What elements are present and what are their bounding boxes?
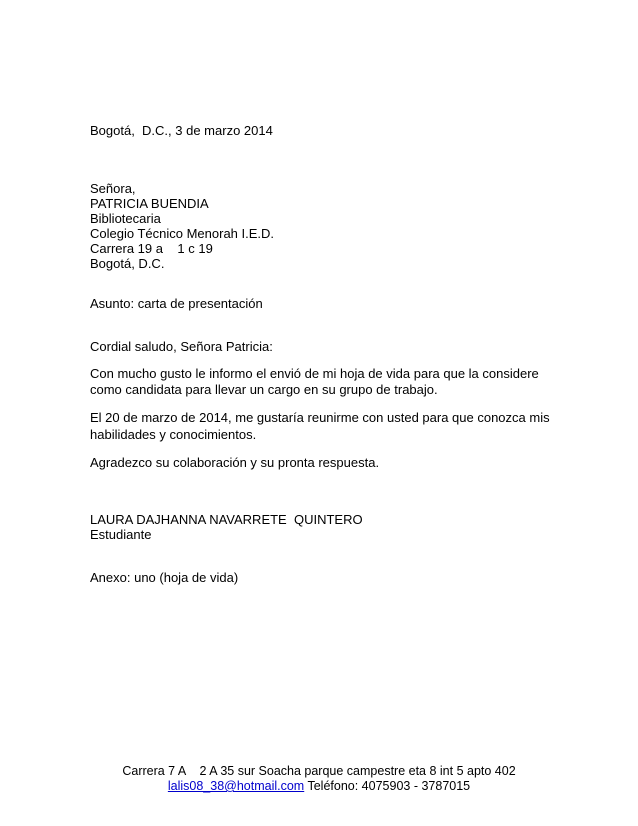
signature-title: Estudiante [90,527,152,542]
recipient-salutation: Señora, [90,181,136,196]
recipient-institution: Colegio Técnico Menorah I.E.D. [90,226,275,241]
recipient-role: Bibliotecaria [90,211,161,226]
body-paragraph-1-line-2: como candidata para llevar un cargo en su grupo de trabajo. [90,382,438,397]
body-paragraph-3-line-1: Agradezco su colaboración y su pronta respuesta. [90,455,380,470]
footer-address: Carrera 7 A 2 A 35 sur Soacha parque campestre eta 8 int 5 apto 402 [122,764,516,778]
subject-line: Asunto: carta de presentación [90,296,263,311]
body-paragraph-2-line-1: El 20 de marzo de 2014, me gustaría reunirme con usted para que conozca mis [90,410,550,425]
recipient-city: Bogotá, D.C. [90,256,165,271]
date-line: Bogotá, D.C., 3 de marzo 2014 [90,123,273,138]
footer-email-link[interactable]: lalis08_38@hotmail.com [167,779,305,793]
body-paragraph-1-line-1: Con mucho gusto le informo el envió de mi hoja de vida para que la considere [90,366,539,381]
footer-contact [0,779,638,794]
attachment-line: Anexo: uno (hoja de vida) [90,570,239,585]
footer-phone: Teléfono: 4075903 - 3787015 [304,779,471,793]
recipient-address: Carrera 19 a 1 c 19 [90,241,213,256]
signature-name: LAURA DAJHANNA NAVARRETE QUINTERO [90,512,363,527]
recipient-name: PATRICIA BUENDIA [90,196,209,211]
body-paragraph-2-line-2: habilidades y conocimientos. [90,427,257,442]
greeting-line: Cordial saludo, Señora Patricia: [90,339,273,354]
